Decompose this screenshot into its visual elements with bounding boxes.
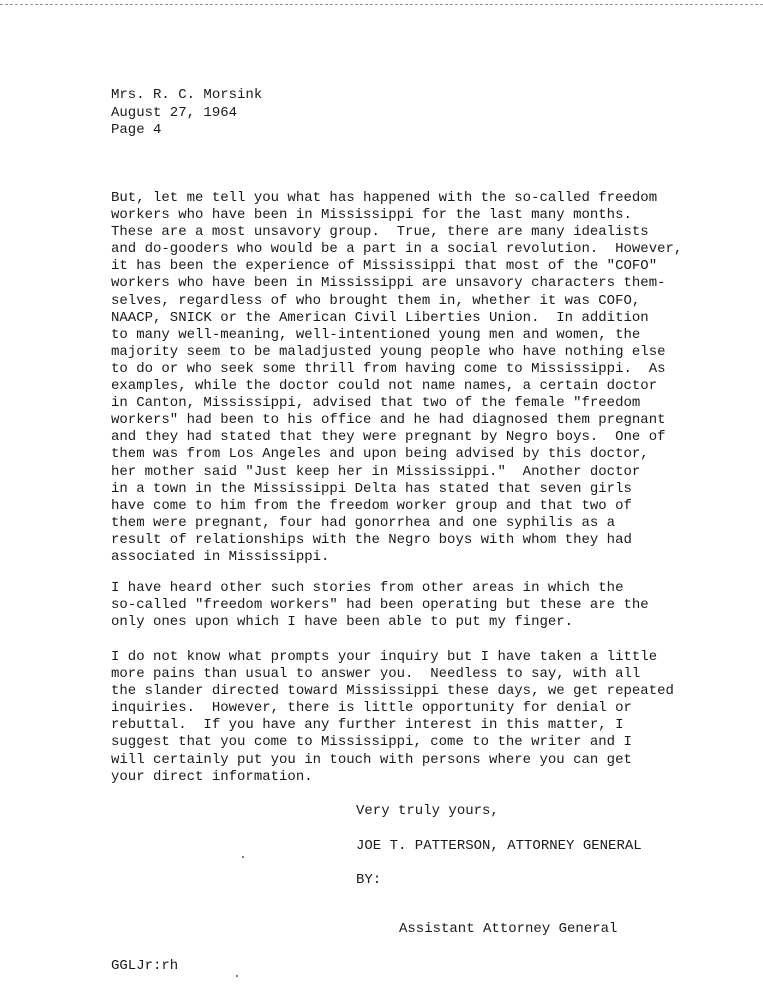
- signatory-name: JOE T. PATTERSON, ATTORNEY GENERAL: [356, 838, 642, 854]
- text-line: will certainly put you in touch with persons where you can get: [111, 751, 632, 768]
- page-number: Page 4: [111, 122, 162, 138]
- text-line: only ones upon which I have been able to put my finger.: [111, 614, 574, 631]
- text-line: in a town in the Mississippi Delta has stated that seven girls: [111, 480, 632, 497]
- text-line: to many well-meaning, well-intentioned young men and women, the: [111, 326, 641, 343]
- body-paragraph-3: [111, 649, 674, 786]
- by-label: BY:: [356, 872, 382, 888]
- text-line: her mother said "Just keep her in Mississippi." Another doctor: [111, 463, 641, 480]
- text-line: workers" had been to his office and he had diagnosed them pregnant: [111, 412, 666, 429]
- text-line: workers who have been in Mississippi are unsavory characters them-: [111, 275, 666, 292]
- text-line: NAACP, SNICK or the American Civil Liberties Union. In addition: [111, 309, 649, 326]
- text-line: These are a most unsavory group. True, there are many idealists: [111, 224, 649, 241]
- page-top-edge: [0, 4, 763, 5]
- signatory-title: Assistant Attorney General: [399, 921, 618, 937]
- text-line: suggest that you come to Mississippi, come to the writer and I: [111, 734, 632, 751]
- text-line: result of relationships with the Negro boys with whom they had: [111, 531, 632, 548]
- typist-initials: GGLJr:rh: [111, 958, 179, 974]
- text-line: have come to him from the freedom worker group and that two of: [111, 497, 632, 514]
- text-line: selves, regardless of who brought them in, whether it was COFO,: [111, 292, 641, 309]
- text-line: examples, while the doctor could not name names, a certain doctor: [111, 378, 658, 395]
- text-line: more pains than usual to answer you. Needless to say, with all: [111, 666, 641, 683]
- paper-speck: [242, 856, 244, 858]
- text-line: to do or who seek some thrill from having come to Mississippi. As: [111, 360, 666, 377]
- body-paragraph-1: [111, 190, 682, 566]
- body-paragraph-2: [111, 580, 649, 631]
- text-line: them was from Los Angeles and upon being advised by this doctor,: [111, 446, 649, 463]
- text-line: your direct information.: [111, 768, 313, 785]
- text-line: I do not know what prompts your inquiry but I have taken a little: [111, 649, 658, 665]
- text-line: so-called "freedom workers" had been operating but these are the: [111, 597, 649, 614]
- letter-date: August 27, 1964: [111, 104, 238, 121]
- text-line: I have heard other such stories from other areas in which the: [111, 580, 624, 596]
- text-line: workers who have been in Mississippi for the last many months.: [111, 207, 632, 224]
- recipient-name: Mrs. R. C. Morsink: [111, 87, 263, 103]
- text-line: and do-gooders who would be a part in a social revolution. However,: [111, 241, 683, 258]
- text-line: in Canton, Mississippi, advised that two of the female "freedom: [111, 395, 641, 412]
- text-line: majority seem to be maladjusted young people who have nothing else: [111, 343, 666, 360]
- text-line: them were pregnant, four had gonorrhea and one syphilis as a: [111, 514, 616, 531]
- text-line: the slander directed toward Mississippi these days, we get repeated: [111, 683, 674, 700]
- text-line: it has been the experience of Mississippi that most of the "COFO": [111, 258, 658, 275]
- text-line: and they had stated that they were pregnant by Negro boys. One of: [111, 429, 666, 446]
- text-line: inquiries. However, there is little opportunity for denial or: [111, 700, 632, 717]
- text-line: But, let me tell you what has happened with the so-called freedom: [111, 190, 658, 206]
- paper-speck: [236, 975, 238, 977]
- text-line: rebuttal. If you have any further interest in this matter, I: [111, 717, 624, 734]
- text-line: associated in Mississippi.: [111, 548, 330, 565]
- closing-salutation: Very truly yours,: [356, 803, 499, 819]
- letter-header: [111, 87, 262, 140]
